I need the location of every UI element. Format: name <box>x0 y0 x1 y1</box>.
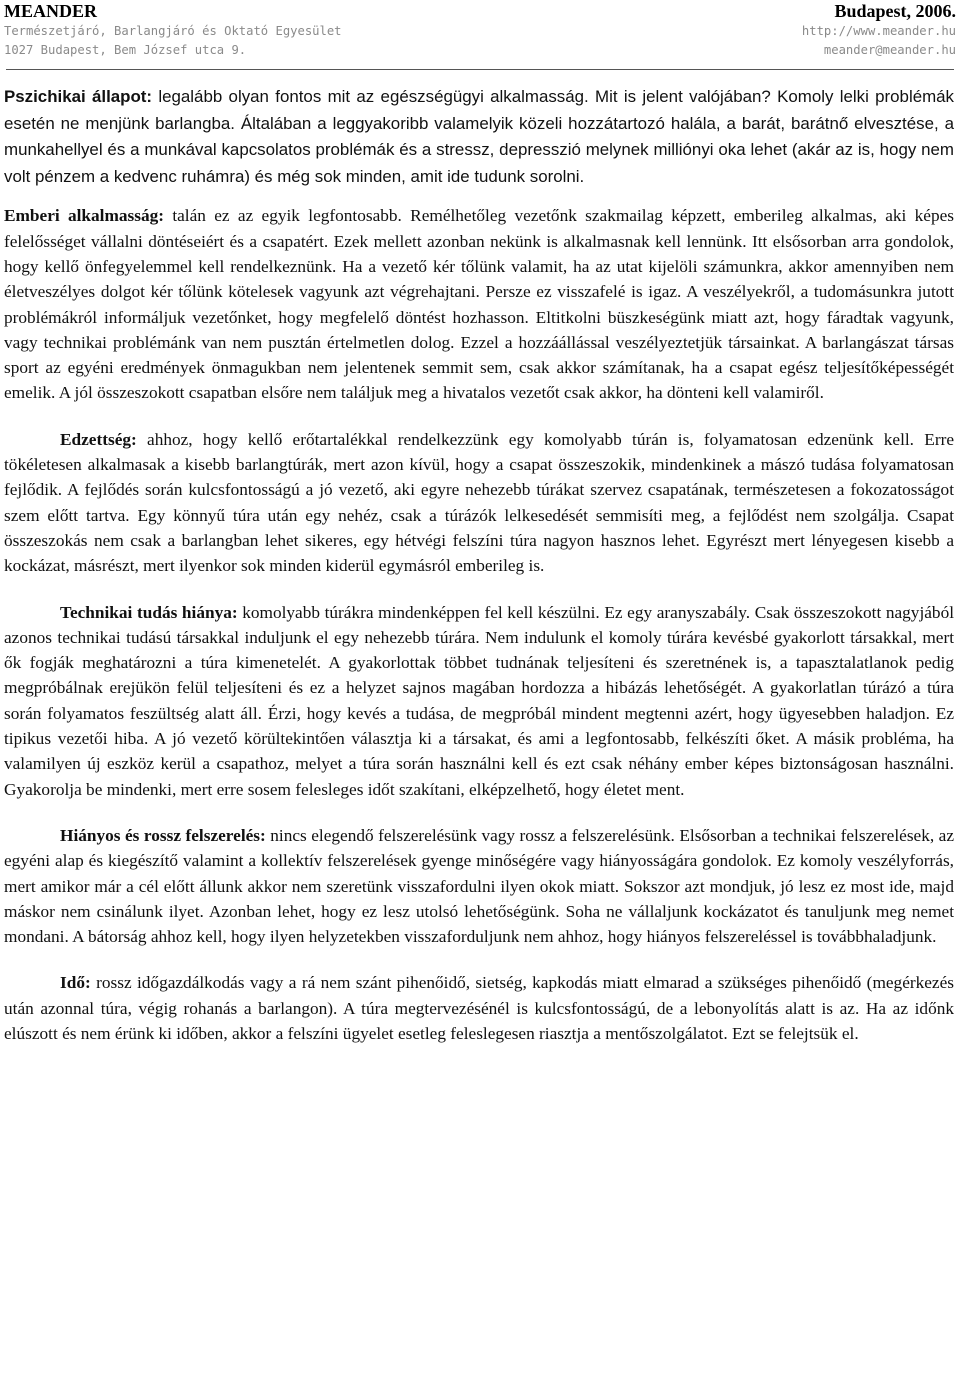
header-divider <box>6 69 954 70</box>
heading-technikai: Technikai tudás hiánya: <box>60 602 238 622</box>
text-emberi: talán ez az egyik legfontosabb. Remélhetőleg vezetőnk szakmailag képzett, emberileg alkalmas, aki képes felelősséget vállalni döntéseiért és a csapatért. Ezek mellett azonban nekünk is alkalmasnak kell lennünk. Itt elsősorban arra gondolok, hogy kellő önfegyelemmel kell rendelkeznünk. Ha a vezető kér tőlünk valamit, ha az utat kijelöli számunkra, akkor amennyiben nem életveszélyes dolgot kér tőlünk kötelesek vagyunk azt végrehajtani. Persze ez visszafelé is igaz. A veszélyekről, a tudomásunkra jutott problémákról informáljuk vezetőnket, hogy megfelelő döntést hozhasson. Eltitkolni büszkeségünk miatt azt, hogy fáradtak vagyunk, vagy technikai problémánk van nem pusztán értelmetlen dolog. Ezzel a hozzáállással veszélyeztetjük társainkat. A barlangászat társas sport az egyéni eredmények önmagukban nem jelentenek semmit sem, csak akkor számítanak, ha a csapat egész teljesítőképességét emelik. A jól összeszokott csapatban elsőre nem találjuk meg a hivatalos vezetőt csak akkor, ha dönteni kell valamiről. <box>4 206 954 403</box>
header-right <box>802 0 956 60</box>
place-year: Budapest, 2006. <box>834 1 956 21</box>
text-edzettseg: ahhoz, hogy kellő erőtartalékkal rendelkezzünk egy komolyabb túrán is, folyamatosan edzenünk kell. Erre tökéletesen alkalmasak a kisebb barlangtúrák, mert azon kívül, hogy a csapat összeszokik, mindenkinek a mászó tudása folyamatosan fejlődik. A fejlődés során kulcsfontosságú a jó vezető, aki egyre nehezebb túrákat szervez csapatának, természetesen a fokozatosságot szem előtt tartva. Egy könnyű túra után egy nehéz, csak a túrázók lelkesedését semmisíti meg, a fejlődést nem szolgálja. Csapat összeszokás nem csak a barlangban lehet sikeres, egy hétvégi felszíni túra nagyon hasznos lehet. Egyrészt mert lényegesen kisebb a kockázat, másrészt, mert ilyenkor sok minden kiderül egymásról emberileg is. <box>4 429 954 576</box>
spacer <box>4 949 954 970</box>
spacer <box>4 802 954 823</box>
heading-felszereles: Hiányos és rossz felszerelés: <box>60 825 266 845</box>
paragraph-emberi <box>4 203 954 405</box>
sans-section <box>4 84 954 203</box>
text-felszereles: nincs elegendő felszerelésünk vagy rossz a felszerelésünk. Elsősorban a technikai felszerelések, az egyéni alap és kiegészítő valamint a kollektív felszerelések gyenge minőségére vagy hiányosságára gondolok. Ez komoly veszélyforrás, mert amikor már a cél előtt állunk akkor nem szeretünk visszafordulni ilyen okok miatt. Sokszor azt mondjuk, jó lesz ez most ide, majd máskor nem csinálunk ilyet. Azonban lehet, hogy ez lesz utolsó lehetőségünk. Soha ne vállaljunk kockázatot és tanuljunk meg nemet mondani. A bátorság ahhoz kell, hogy ilyen helyzetekben visszaforduljunk nem ahhoz, hogy hiányos felszereléssel is továbbhaladjunk. <box>4 825 955 947</box>
email-link[interactable]: meander@meander.hu <box>823 43 956 57</box>
document-body <box>4 84 954 1046</box>
spacer <box>4 190 954 203</box>
text-ido: rossz időgazdálkodás vagy a rá nem szánt pihenőidő, sietség, kapkodás miatt elmarad a szükséges pihenőidő (megérkezés után azonnal túra, végig rohanás a barlangon). A túra megtervezésénél is kulcsfontosságú, de a lebonyolítás alatt is az. Ha az időnk elúszott és nem érünk ki időben, akkor a felszíni ügyelet esetleg feleslegesen riasztja a mentőszolgálatot. Ezt se felejtsük el. <box>4 973 954 1043</box>
heading-emberi: Emberi alkalmasság: <box>4 206 165 226</box>
org-name: MEANDER <box>4 1 97 21</box>
heading-ido: Idő: <box>60 973 91 993</box>
website-link[interactable]: http://www.meander.hu <box>801 24 956 38</box>
spacer <box>4 579 954 600</box>
heading-pszichikai: Pszichikai állapot: <box>4 87 153 106</box>
org-address: 1027 Budapest, Bem József utca 9. <box>4 43 247 57</box>
org-full-name: Természetjáró, Barlangjáró és Oktató Egyesület <box>4 24 342 38</box>
text-technikai: komolyabb túrákra mindenképpen fel kell készülni. Ez egy aranyszabály. Csak összeszokott nagyjából azonos technikai tudású társakkal induljunk el egy nehezebb túrára. Nem indulunk el komoly túrára kevésbé gyakorlott társakkal, mert ők fogják meghatározni a túra kimenetelét. A gyakorlottak többet tudnának teljesíteni és szeretnének is, a tapasztalatlanok pedig megpróbálnak erejükön felül teljesíteni és ez a helyzet sajnos magában hordozza a hibázás lehetőségét. A gyakorlatlan túrázó a túra során folyamatos feszültség alatt áll. Érzi, hogy kevés a tudása, de megpróbál mindent megtenni azért, hogy ügyesebben haladjon. Ez tipikus vezetői hiba. A jó vezető körültekintően választja ki a társakat, és ami a legfontosabb, felkészíti őket. A másik probléma, ha valamilyen új eszköz kerül a csapathoz, melyet a túra során használni kell és ezt csak néhány ember képes biztonságosan használni. Gyakorolja be mindenki, mert erre sosem felesleges időt szakítani, elképzelhető, hogy életet ment. <box>4 602 955 799</box>
paragraph-ido <box>4 970 954 1046</box>
heading-edzettseg: Edzettség: <box>60 429 137 449</box>
serif-section <box>4 203 954 1046</box>
paragraph-technikai <box>4 600 954 802</box>
paragraph-felszereles <box>4 823 954 949</box>
header-left <box>4 0 342 60</box>
page-header <box>4 0 956 70</box>
paragraph-pszichikai <box>4 84 954 190</box>
paragraph-edzettseg <box>4 427 954 579</box>
text-pszichikai: legalább olyan fontos mit az egészségügyi alkalmasság. Mit is jelent valójában? Komoly lelki problémák esetén ne menjünk barlangba. Általában a leggyakoribb valamelyik közeli hozzátartozó halála, a barát, barátnő elvesztése, a munkahellyel és a munkával kapcsolatos problémák és a stressz, depresszió melynek milliónyi oka lehet (akár az is, hogy nem volt pénzem a kedvenc ruhámra) és még sok minden, amit ide tudunk sorolni. <box>4 87 954 186</box>
spacer <box>4 406 954 427</box>
